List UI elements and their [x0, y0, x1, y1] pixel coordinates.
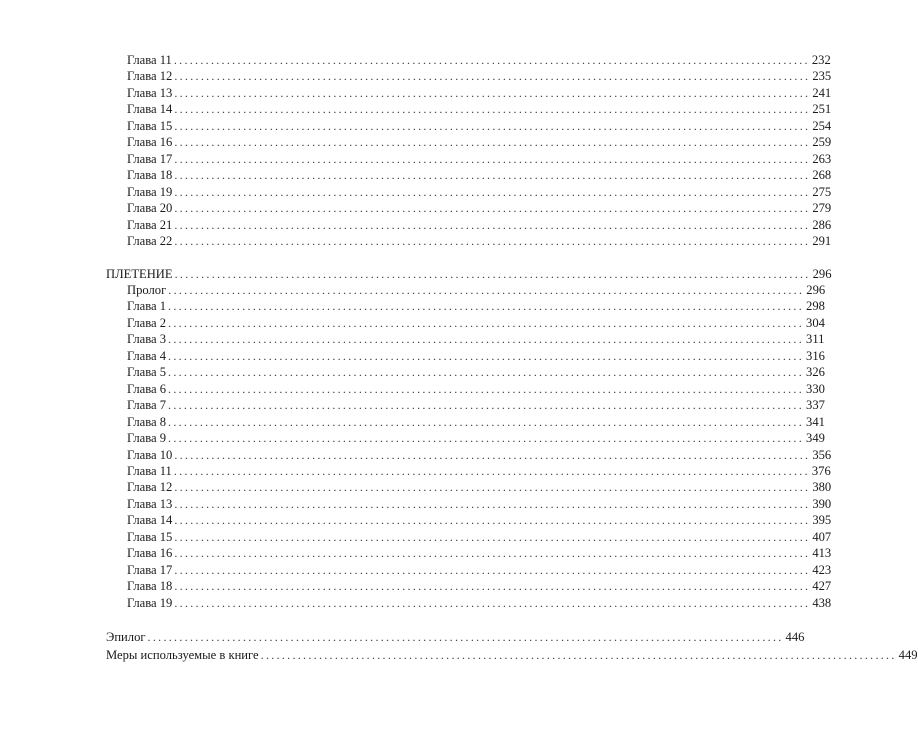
dot-leader: ........................................................................................................................ [174, 168, 811, 183]
dot-leader: ........................................................................................................................ [174, 546, 811, 561]
dot-leader: ........................................................................................................................ [260, 647, 897, 662]
toc-entry-title: Глава 18 [127, 168, 173, 183]
toc-entry [106, 629, 805, 646]
toc-entry [106, 266, 832, 283]
toc-entry-page-number: 356 [812, 447, 832, 462]
dot-leader: ........................................................................................................................ [168, 332, 805, 347]
toc-entry [106, 647, 918, 664]
toc-entry-title: Глава 19 [127, 595, 173, 610]
toc-entry [127, 578, 832, 595]
toc-entry-title: Глава 19 [127, 184, 173, 199]
toc-entry [127, 397, 825, 414]
dot-leader: ........................................................................................................................ [168, 283, 805, 297]
toc-entry [127, 282, 826, 299]
toc-entry-page-number: 304 [806, 315, 825, 330]
toc-entry [127, 167, 832, 184]
dot-leader: ........................................................................................................................ [174, 151, 811, 166]
toc-entry-page-number: 241 [812, 85, 832, 100]
toc-entry [127, 512, 832, 529]
toc-entry [127, 101, 832, 118]
toc-entry [127, 200, 832, 217]
dot-leader: ........................................................................................................................ [168, 348, 805, 363]
toc-entry-title: Глава 1 [127, 299, 167, 314]
toc-entry-title: Глава 12 [127, 480, 173, 495]
toc-entry [127, 331, 825, 348]
toc-entry-title: Глава 14 [127, 102, 173, 117]
dot-leader: ........................................................................................................................ [168, 414, 805, 429]
toc-entry [127, 348, 825, 365]
dot-leader: ........................................................................................................................ [168, 431, 805, 446]
toc-entry-title: Глава 18 [127, 579, 173, 594]
dot-leader: ........................................................................................................................ [168, 299, 805, 314]
toc-entry-page-number: 316 [806, 348, 825, 363]
toc-entry-page-number: 407 [812, 529, 832, 544]
toc-entry-page-number: 326 [806, 365, 825, 380]
toc-entry-title: Пролог [127, 283, 167, 297]
toc-entry [127, 463, 831, 480]
dot-leader: ........................................................................................................................ [173, 463, 810, 478]
dot-leader: ........................................................................................................................ [174, 529, 811, 544]
toc-entry-page-number: 268 [812, 168, 832, 183]
dot-leader: ........................................................................................................................ [174, 480, 811, 495]
toc-entry-page-number: 232 [811, 53, 831, 67]
toc-entry-title: Меры используемые в книге [106, 647, 259, 662]
toc-entry-page-number: 263 [812, 151, 832, 166]
dot-leader: ........................................................................................................................ [174, 513, 811, 528]
toc-entry-title: Глава 2 [127, 315, 167, 330]
toc-entry-page-number: 254 [812, 118, 832, 133]
toc-entry-title: Глава 6 [127, 381, 167, 396]
toc-entry-title: Глава 13 [127, 496, 173, 511]
toc-entry-title: Глава 5 [127, 365, 167, 380]
toc-entry [127, 447, 832, 464]
toc-entry [127, 184, 832, 201]
toc-entry [127, 545, 832, 562]
toc-entry [127, 595, 832, 612]
toc-entry-title: Глава 15 [127, 529, 173, 544]
toc-entry [127, 52, 831, 69]
dot-leader: ........................................................................................................................ [174, 595, 811, 610]
toc-entry [127, 430, 825, 447]
dot-leader: ........................................................................................................................ [174, 184, 811, 199]
toc-entry [127, 233, 832, 250]
toc-entry-title: Глава 4 [127, 348, 167, 363]
dot-leader: ........................................................................................................................ [168, 365, 805, 380]
dot-leader: ........................................................................................................................ [174, 562, 811, 577]
toc-entry [127, 414, 825, 431]
dot-leader: ........................................................................................................................ [174, 85, 811, 100]
dot-leader: ........................................................................................................................ [174, 447, 811, 462]
toc-entry-title: Эпилог [106, 630, 146, 644]
dot-leader: ........................................................................................................................ [174, 69, 811, 84]
toc-entry-page-number: 279 [812, 201, 832, 216]
toc-entry-page-number: 286 [812, 217, 832, 232]
toc-entry-page-number: 376 [811, 463, 831, 478]
toc-entry [127, 364, 825, 381]
toc-entry-page-number: 390 [812, 496, 832, 511]
toc-entry-title: Глава 8 [127, 414, 167, 429]
toc-entry [127, 85, 832, 102]
toc-entry-page-number: 446 [785, 630, 805, 644]
toc-entry-page-number: 380 [812, 480, 832, 495]
toc-entry [127, 118, 832, 135]
toc-entry-title: Глава 21 [127, 217, 173, 232]
toc-entry-page-number: 427 [812, 579, 832, 594]
toc-entry-page-number: 291 [812, 233, 832, 248]
dot-leader: ........................................................................................................................ [174, 102, 811, 117]
toc-entry-page-number: 438 [812, 595, 832, 610]
toc-entry-title: Глава 3 [127, 332, 167, 347]
dot-leader: ........................................................................................................................ [174, 217, 811, 232]
toc-entry-title: Глава 17 [127, 151, 173, 166]
toc-entry-title: Глава 15 [127, 118, 173, 133]
toc-entry-page-number: 298 [806, 299, 825, 314]
toc-entry-page-number: 337 [806, 398, 825, 413]
dot-leader: ........................................................................................................................ [147, 630, 784, 644]
toc-entry [127, 529, 832, 546]
toc-entry-title: Глава 11 [127, 463, 172, 478]
toc-entry-title: Глава 10 [127, 447, 173, 462]
toc-entry-title: Глава 17 [127, 562, 173, 577]
toc-entry-title: Глава 16 [127, 135, 173, 150]
toc-entry-title: Глава 13 [127, 85, 173, 100]
toc-entry-title: Глава 20 [127, 201, 173, 216]
toc-entry-title: ПЛЕТЕНИЕ [106, 267, 173, 281]
toc-entry [127, 68, 832, 85]
dot-leader: ........................................................................................................................ [174, 233, 811, 248]
toc-entry-page-number: 296 [806, 283, 826, 297]
dot-leader: ........................................................................................................................ [173, 53, 810, 67]
toc-entry-title: Глава 16 [127, 546, 173, 561]
toc-entry-title: Глава 7 [127, 398, 167, 413]
toc-entry-page-number: 275 [812, 184, 832, 199]
toc-entry-page-number: 235 [812, 69, 832, 84]
dot-leader: ........................................................................................................................ [168, 381, 805, 396]
toc-entry [127, 315, 825, 332]
dot-leader: ........................................................................................................................ [168, 315, 805, 330]
toc-entry-page-number: 413 [812, 546, 832, 561]
toc-entry-title: Глава 11 [127, 53, 172, 67]
dot-leader: ........................................................................................................................ [174, 135, 811, 150]
toc-entry-title: Глава 14 [127, 513, 173, 528]
dot-leader: ........................................................................................................................ [168, 398, 805, 413]
toc-entry [127, 496, 832, 513]
toc-entry-page-number: 251 [812, 102, 832, 117]
toc-entry [127, 134, 832, 151]
toc-entry-page-number: 423 [812, 562, 832, 577]
dot-leader: ........................................................................................................................ [174, 579, 811, 594]
toc-entry-page-number: 330 [806, 381, 825, 396]
toc-entry [127, 298, 825, 315]
toc-entry-page-number: 395 [812, 513, 832, 528]
toc-entry-title: Глава 9 [127, 431, 167, 446]
toc-entry-title: Глава 12 [127, 69, 173, 84]
toc-entry [127, 381, 825, 398]
dot-leader: ........................................................................................................................ [174, 118, 811, 133]
toc-entry-page-number: 311 [806, 332, 825, 347]
toc-entry-page-number: 341 [806, 414, 825, 429]
toc-entry-page-number: 296 [812, 267, 832, 281]
dot-leader: ........................................................................................................................ [174, 201, 811, 216]
dot-leader: ........................................................................................................................ [174, 496, 811, 511]
toc-entry [127, 562, 832, 579]
toc-entry [127, 217, 832, 234]
toc-entry [127, 151, 832, 168]
dot-leader: ........................................................................................................................ [174, 267, 811, 281]
toc-entry-title: Глава 22 [127, 233, 173, 248]
toc-entry-page-number: 259 [812, 135, 832, 150]
toc-entry-page-number: 349 [806, 431, 825, 446]
toc-entry [127, 479, 832, 496]
toc-entry-page-number: 449 [898, 647, 918, 662]
